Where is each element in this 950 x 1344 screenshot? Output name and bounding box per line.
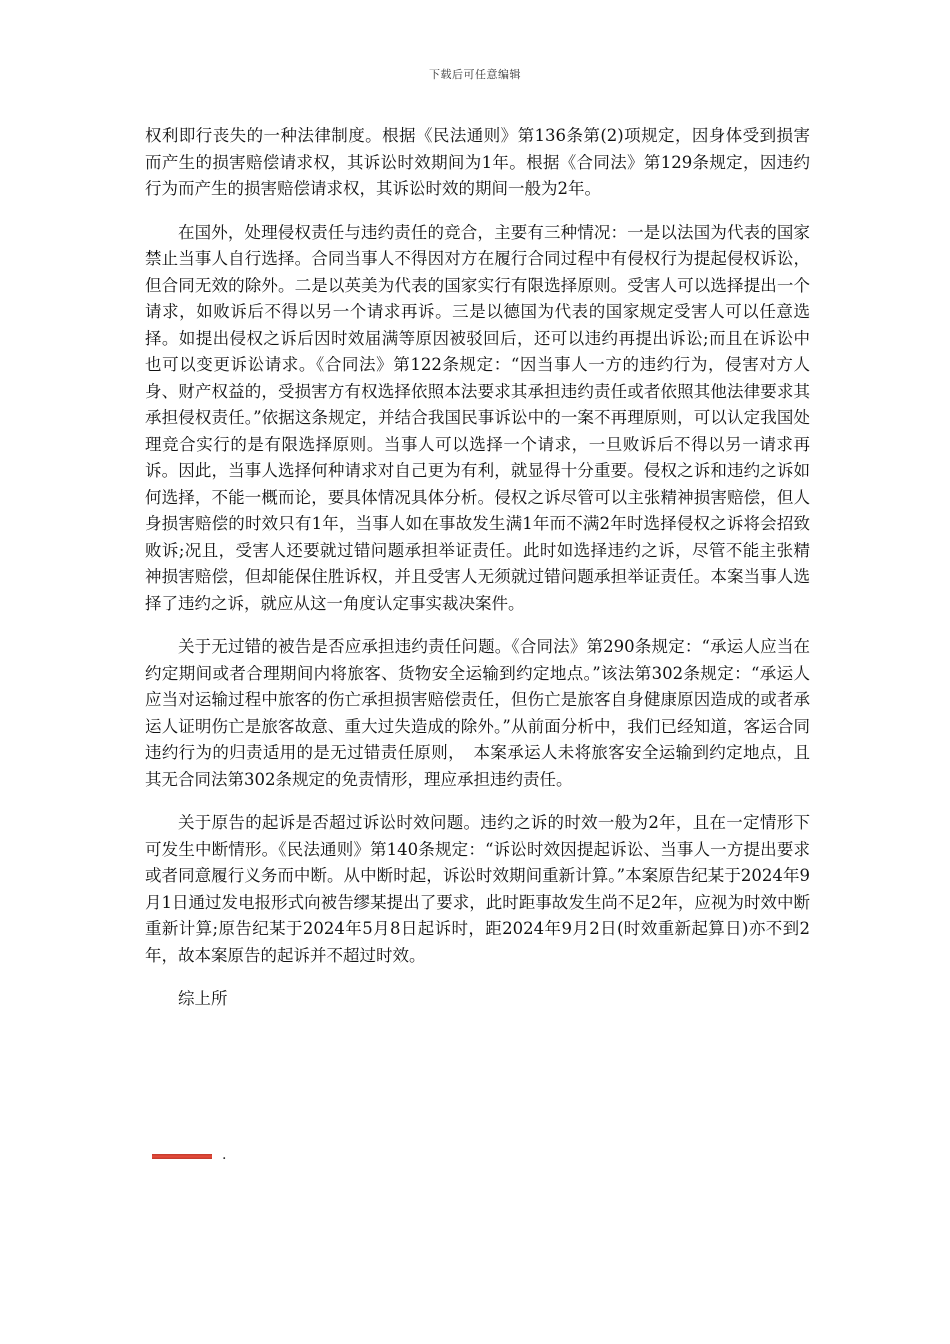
paragraph-no-fault-liability: 关于无过错的被告是否应承担违约责任问题。《合同法》第290条规定：“承运人应当在约定期间或者合理期间内将旅客、货物安全运输到约定地点。”该法第302条规定：“承运人应当对运输过程中旅客的伤亡承担损害赔偿责任，但伤亡是旅客自身健康原因造成的或者承运人证明伤亡是旅客故意、重大过失造成的除外。”从前面分析中，我们已经知道，客运合同违约行为的归责适用的是无过错责任原则， 本案承运人未将旅客安全运输到约定地点，且其无合同法第302条规定的免责情形，理应承担违约责任。 bbox=[145, 637, 810, 789]
document-body bbox=[145, 123, 810, 1030]
footer-dot: . bbox=[222, 1147, 227, 1163]
paragraph-limitation-period: 关于原告的起诉是否超过诉讼时效问题。违约之诉的时效一般为2年，且在一定情形下可发生中断情形。《民法通则》第140条规定：“诉讼时效因提起诉讼、当事人一方提出要求或者同意履行义务而中断。从中断时起，诉讼时效期间重新计算。”本案原告纪某于2024年9月1日通过发电报形式向被告缪某提出了要求，此时距事故发生尚不足2年，应视为时效中断重新计算;原告纪某于2024年5月8日起诉时，距2024年9月2日(时效重新起算日)亦不到2年，故本案原告的起诉并不超过时效。 bbox=[145, 813, 810, 965]
paragraph-foreign-practice: 在国外，处理侵权责任与违约责任的竞合，主要有三种情况：一是以法国为代表的国家禁止当事人自行选择。合同当事人不得因对方在履行合同过程中有侵权行为提起侵权诉讼，但合同无效的除外。二是以英美为代表的国家实行有限选择原则。受害人可以选择提出一个请求，如败诉后不得以另一个请求再诉。三是以德国为代表的国家规定受害人可以任意选择。如提出侵权之诉后因时效届满等原因被驳回后，还可以违约再提出诉讼;而且在诉讼中也可以变更诉讼请求。《合同法》第122条规定：“因当事人一方的违约行为，侵害对方人身、财产权益的，受损害方有权选择依照本法要求其承担违约责任或者依照其他法律要求其承担侵权责任。”依据这条规定，并结合我国民事诉讼中的一案不再理原则，可以认定我国处理竞合实行的是有限选择原则。当事人可以选择一个请求，一旦败诉后不得以另一请求再诉。因此，当事人选择何种请求对自己更为有利，就显得十分重要。侵权之诉和违约之诉如何选择，不能一概而论，要具体情况具体分析。侵权之诉尽管可以主张精神损害赔偿，但人身损害赔偿的时效只有1年，当事人如在事故发生满1年而不满2年时选择侵权之诉将会招致败诉;况且，受害人还要就过错问题承担举证责任。此时如选择违约之诉，尽管不能主张精神损害赔偿，但却能保住胜诉权，并且受害人无须就过错问题承担举证责任。本案当事人选择了违约之诉，就应从这一角度认定事实裁决案件。 bbox=[145, 222, 810, 613]
page-header: 下载后可任意编辑 bbox=[429, 68, 521, 81]
paragraph-continuation: 权利即行丧失的一种法律制度。根据《民法通则》第136条第(2)项规定，因身体受到损害而产生的损害赔偿请求权，其诉讼时效期间为1年。根据《合同法》第129条规定，因违约行为而产生的损害赔偿请求权，其诉讼时效的期间一般为2年。 bbox=[145, 126, 810, 198]
footer-red-rule bbox=[152, 1154, 212, 1159]
paragraph-conclusion: 综上所 bbox=[178, 989, 228, 1008]
